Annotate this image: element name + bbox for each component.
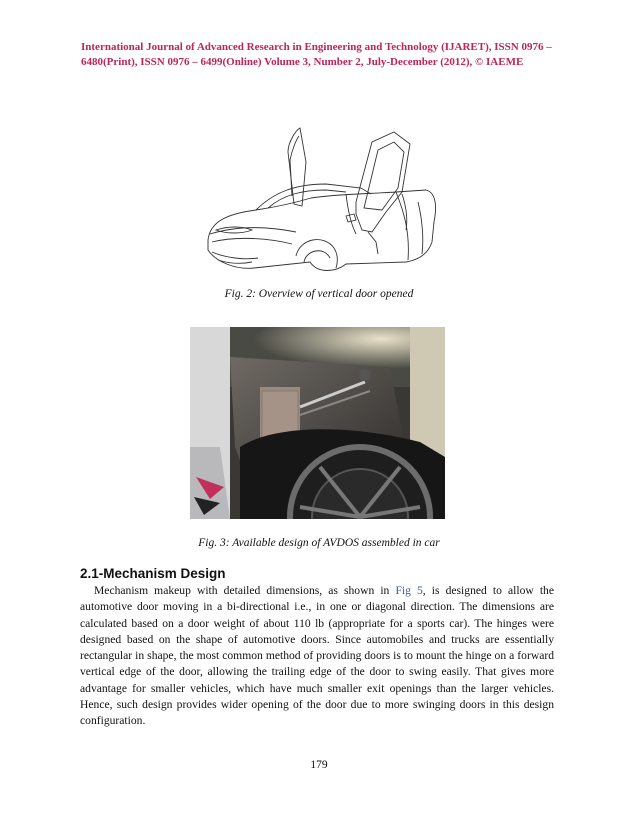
section-heading: 2.1-Mechanism Design (80, 566, 226, 581)
journal-header-line2: 6480(Print), ISSN 0976 – 6499(Online) Volume 3, Number 2, July-December (2012), © IAEME (81, 56, 524, 68)
page-number: 179 (310, 759, 328, 771)
figure-2-caption: Fig. 2: Overview of vertical door opened (224, 288, 414, 300)
figure-5-link[interactable]: Fig 5 (395, 584, 423, 597)
journal-header (81, 40, 561, 70)
figure-2-car-drawing (196, 122, 446, 292)
figure-3-photo (190, 327, 445, 519)
paragraph-text-part2: , is designed to allow the automotive door moving in a bi-directional i.e., in one or diagonal direction. The dimensions are calculated based on a door weight of about 110 lb (appropriate for a sports car). The hinges were designed based on the shape of automotive doors. Since automobiles and trucks are essentially rectangular in shape, the most common method of providing doors is to mount the hinge on a forward vertical edge of the door, allowing the trailing edge of the door to swing easily. That gives more advantage for smaller vehicles, which have much smaller exit openings than the larger vehicles. Hence, such design provides wider opening of the door due to more swinging doors in this design configuration. (80, 584, 554, 728)
paragraph-text-part1: Mechanism makeup with detailed dimensions, as shown in (94, 584, 396, 597)
journal-header-line1: International Journal of Advanced Research in Engineering and Technology (IJARET), ISSN 0976 – (81, 41, 552, 53)
body-paragraph (80, 583, 554, 730)
figure-3-caption: Fig. 3: Available design of AVDOS assembled in car (198, 537, 440, 549)
